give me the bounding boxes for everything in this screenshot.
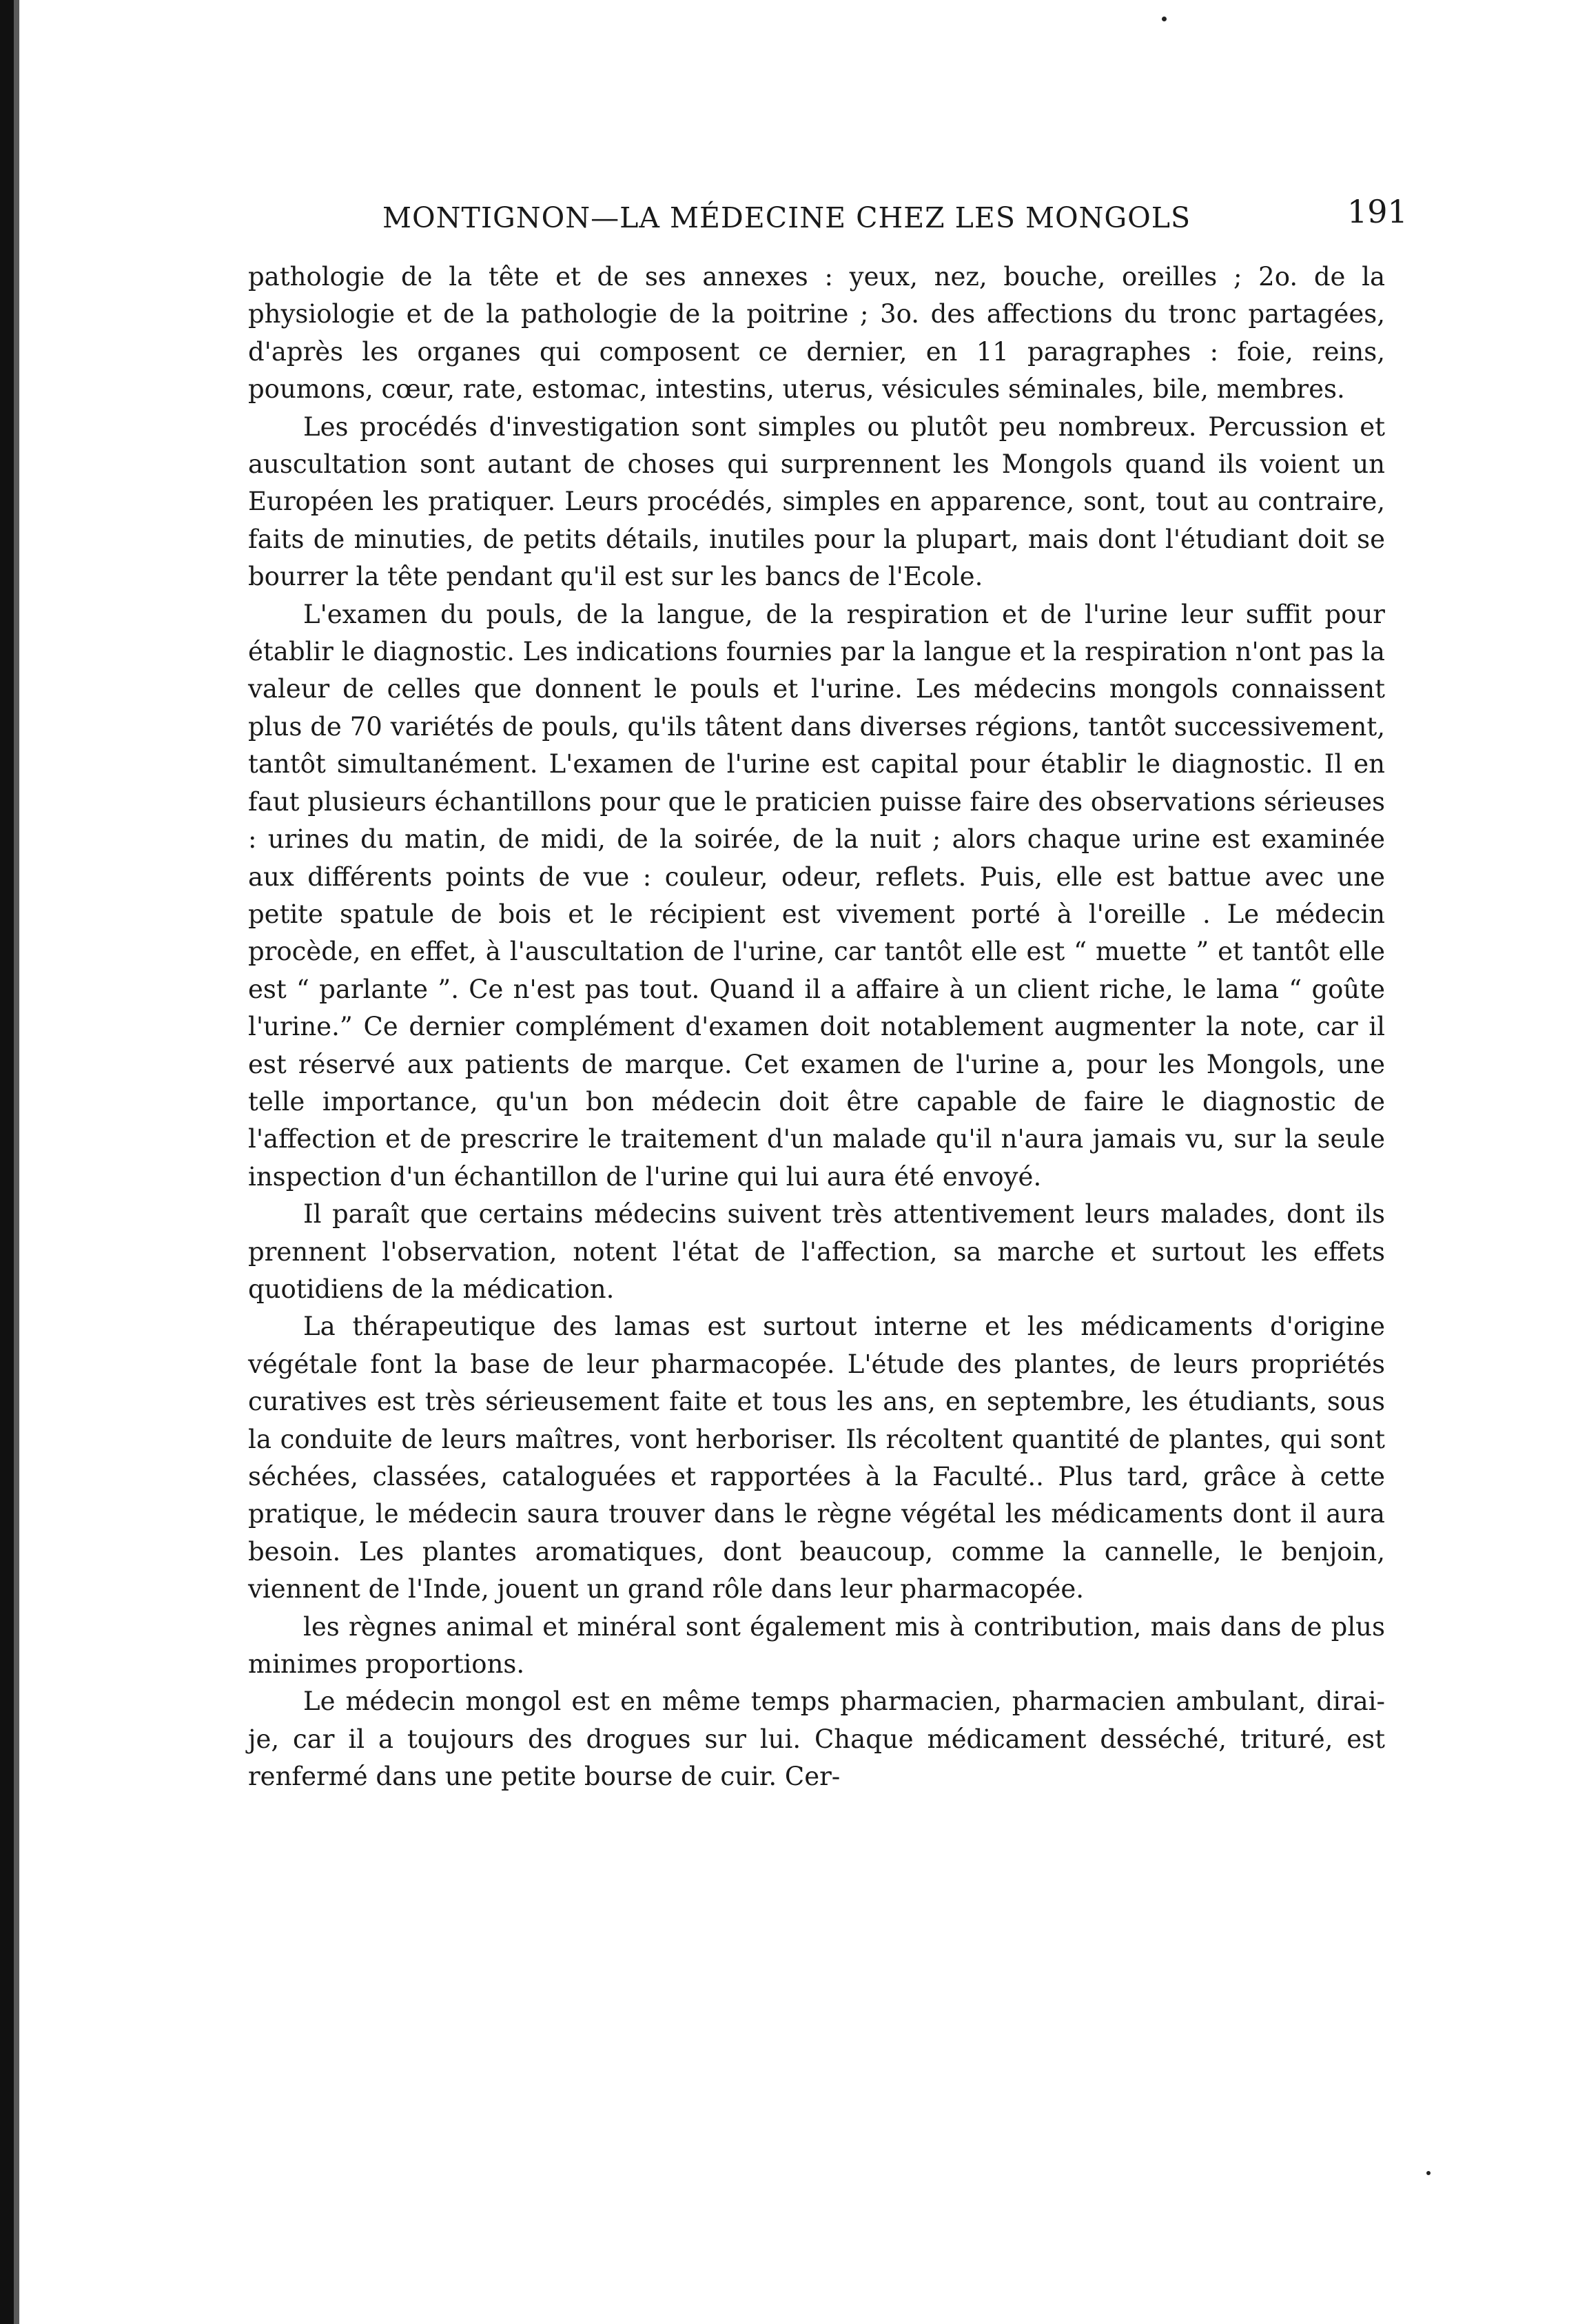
scan-speck [1162, 17, 1167, 21]
paragraph: L'examen du pouls, de la langue, de la respiration et de l'urine leur suffit pour établir le diagnostic. Les indications fournies par la langue et la respiration n'ont pas la valeur de celles que donnent le pouls et l'urine. Les médecins mongols connaissent plus de 70 variétés de pouls, qu'ils tâtent dans diverses régions, tantôt successivement, tantôt simultanément. L'examen de l'urine est capital pour établir le diagnostic. Il en faut plusieurs échantillons pour que le praticien puisse faire des observations sérieuses : urines du matin, de midi, de la soirée, de la nuit ; alors chaque urine est examinée aux différents points de vue : couleur, odeur, reflets. Puis, elle est battue avec une petite spatule de bois et le récipient est vivement porté à l'oreille . Le médecin procède, en effet, à l'auscultation de l'urine, car tantôt elle est “ muette ” et tantôt elle est “ parlante ”. Ce n'est pas tout. Quand il a affaire à un client riche, le lama “ goûte l'urine.” Ce dernier complément d'examen doit notablement augmenter la note, car il est réservé aux patients de marque. Cet examen de l'urine a, pour les Mongols, une telle importance, qu'un bon médecin doit être capable de faire le diagnostic de l'affection et de prescrire le traitement d'un malade qu'il n'aura jamais vu, sur la seule inspection d'un échantillon de l'urine qui lui aura été envoyé. [248, 599, 1385, 1192]
paragraph: les règnes animal et minéral sont également mis à contribution, mais dans de plus minimes proportions. [248, 1611, 1385, 1680]
paragraph: La thérapeutique des lamas est surtout interne et les médicaments d'origine végétale font la base de leur pharmacopée. L'étude des plantes, de leurs propriétés curatives est très sérieusement faite et tous les ans, en septembre, les étudiants, sous la conduite de leurs maîtres, vont herboriser. Ils récoltent quantité de plantes, qui sont séchées, classées, cataloguées et rapportées à la Faculté.. Plus tard, grâce à cette pratique, le médecin saura trouver dans le règne végétal les médicaments dont il aura besoin. Les plantes aromatiques, dont beaucoup, comme la cannelle, le benjoin, viennent de l'Inde, jouent un grand rôle dans leur pharmacopée. [248, 1312, 1385, 1604]
binding-edge [0, 0, 14, 2324]
page-body [248, 258, 1385, 1796]
paragraph: pathologie de la tête et de ses annexes : yeux, nez, bouche, oreilles ; 2o. de la physiologie et de la pathologie de la poitrine ; 3o. des affections du tronc partagées, d'après les organes qui composent ce dernier, en 11 paragraphes : foie, reins, poumons, cœur, rate, estomac, intestins, uterus, vésicules séminales, bile, membres. [248, 262, 1385, 405]
scan-speck [1426, 2171, 1431, 2175]
paragraph: Les procédés d'investigation sont simples ou plutôt peu nombreux. Percussion et auscultation sont autant de choses qui surprennent les Mongols quand ils voient un Européen les pratiquer. Leurs procédés, simples en apparence, sont, tout au contraire, faits de minuties, de petits détails, inutiles pour la plupart, mais dont l'étudiant doit se bourrer la tête pendant qu'il est sur les bancs de l'Ecole. [248, 411, 1385, 592]
paragraph: Il paraît que certains médecins suivent très attentivement leurs malades, dont ils prennent l'observation, notent l'état de l'affection, sa marche et surtout les effets quotidiens de la médication. [248, 1199, 1385, 1304]
running-title: MONTIGNON—LA MÉDECINE CHEZ LES MONGOLS [382, 201, 1191, 234]
page-number: 191 [1347, 193, 1408, 230]
paragraph: Le médecin mongol est en même temps pharmacien, pharmacien ambulant, dirai-je, car il a toujours des drogues sur lui. Chaque médicament desséché, trituré, est renfermé dans une petite bourse de cuir. Cer- [248, 1686, 1385, 1792]
binding-shadow [14, 0, 19, 2324]
